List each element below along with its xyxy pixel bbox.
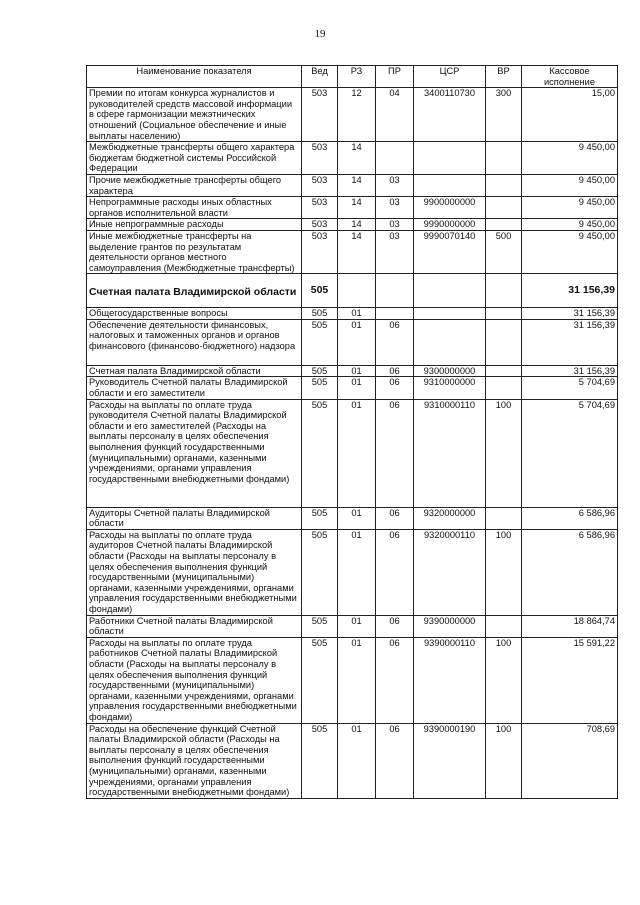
row-rz: 01: [338, 507, 376, 529]
header-pr: ПР: [376, 66, 414, 88]
table-row: [87, 319, 618, 365]
row-name: Расходы на выплаты по оплате труда аудиторов Счетной палаты Владимирской области (Расходы на выплаты персоналу в целях обеспечения выполнения функций государственными (муниципальными) органами, казенными учреждениями, органами управления государственными внебюджетными фондами): [87, 529, 302, 615]
row-amount: 9 450,00: [522, 197, 618, 219]
row-rz: 01: [338, 377, 376, 399]
row-amount: 31 156,39: [522, 308, 618, 320]
row-pr: 06: [376, 529, 414, 615]
table-row: [87, 219, 618, 231]
row-ved: 505: [302, 615, 338, 637]
row-vr: [486, 308, 522, 320]
row-ved: 503: [302, 142, 338, 175]
row-rz: 01: [338, 529, 376, 615]
row-ved: 505: [302, 507, 338, 529]
row-csr: 9320000000: [414, 507, 486, 529]
header-amount: Кассовое исполнение: [522, 66, 618, 88]
row-name: Расходы на обеспечение функций Счетной палаты Владимирской области (Расходы на выплаты персоналу в целях обеспечения выполнения функций государственными (муниципальными) органами, казенными учреждениями, органами управления государственными внебюджетными фондами): [87, 723, 302, 798]
header-name: Наименование показателя: [87, 66, 302, 88]
row-vr: [486, 507, 522, 529]
row-pr: 06: [376, 319, 414, 365]
table-row: [87, 174, 618, 196]
row-amount: 9 450,00: [522, 142, 618, 175]
row-rz: 01: [338, 723, 376, 798]
row-csr: [414, 319, 486, 365]
row-vr: [486, 174, 522, 196]
row-pr: [376, 142, 414, 175]
row-vr: 100: [486, 399, 522, 507]
row-pr: [376, 308, 414, 320]
row-pr: 06: [376, 615, 414, 637]
row-pr: 03: [376, 197, 414, 219]
row-amount: 9 450,00: [522, 219, 618, 231]
row-vr: [486, 615, 522, 637]
row-rz: 14: [338, 219, 376, 231]
row-name: Работники Счетной палаты Владимирской области: [87, 615, 302, 637]
row-amount: 31 156,39: [522, 365, 618, 377]
row-ved: 503: [302, 230, 338, 273]
row-vr: [486, 319, 522, 365]
row-amount: 5 704,69: [522, 377, 618, 399]
table-row: [87, 377, 618, 399]
header-csr: ЦСР: [414, 66, 486, 88]
row-vr: [486, 219, 522, 231]
row-pr: 06: [376, 377, 414, 399]
row-csr: 3400110730: [414, 88, 486, 142]
row-csr: 9310000110: [414, 399, 486, 507]
row-amount: 15 591,22: [522, 637, 618, 723]
row-pr: 03: [376, 219, 414, 231]
row-csr: [414, 174, 486, 196]
row-name: Премии по итогам конкурса журналистов и руководителей средств массовой информации в сфере гармонизации межэтнических отношений (Социальное обеспечение и иные выплаты населению): [87, 88, 302, 142]
row-amount: 9 450,00: [522, 230, 618, 273]
budget-execution-table: [86, 65, 618, 799]
row-csr: [414, 308, 486, 320]
row-name: Межбюджетные трансферты общего характера бюджетам бюджетной системы Российской Федерации: [87, 142, 302, 175]
row-vr: [486, 365, 522, 377]
row-name: Иные непрограммные расходы: [87, 219, 302, 231]
header-rz: РЗ: [338, 66, 376, 88]
row-rz: 14: [338, 230, 376, 273]
table-row: [87, 529, 618, 615]
row-name: Счетная палата Владимирской области: [87, 365, 302, 377]
row-ved: 505: [302, 723, 338, 798]
row-pr: 06: [376, 637, 414, 723]
row-amount: 9 450,00: [522, 174, 618, 196]
row-csr: [414, 274, 486, 308]
table-row: [87, 308, 618, 320]
row-pr: 03: [376, 174, 414, 196]
row-pr: 06: [376, 723, 414, 798]
row-ved: 505: [302, 319, 338, 365]
page-number: 19: [314, 28, 326, 40]
row-amount: 5 704,69: [522, 399, 618, 507]
row-name: Иные межбюджетные трансферты на выделение грантов по результатам деятельности органов местного самоуправления (Межбюджетные трансферты): [87, 230, 302, 273]
row-vr: [486, 142, 522, 175]
row-name: Счетная палата Владимирской области: [87, 274, 302, 308]
table-row: [87, 615, 618, 637]
row-csr: 9990070140: [414, 230, 486, 273]
row-rz: 12: [338, 88, 376, 142]
row-ved: 505: [302, 377, 338, 399]
row-vr: [486, 197, 522, 219]
row-name: Непрограммные расходы иных областных органов исполнительной власти: [87, 197, 302, 219]
row-rz: 01: [338, 637, 376, 723]
row-vr: 300: [486, 88, 522, 142]
row-ved: 505: [302, 365, 338, 377]
row-csr: 9300000000: [414, 365, 486, 377]
row-amount: 31 156,39: [522, 274, 618, 308]
row-pr: 06: [376, 365, 414, 377]
row-pr: 04: [376, 88, 414, 142]
table-header-row: [87, 66, 618, 88]
row-pr: 06: [376, 399, 414, 507]
row-pr: 03: [376, 230, 414, 273]
table-row: [87, 230, 618, 273]
table-row: [87, 399, 618, 507]
row-rz: 14: [338, 142, 376, 175]
row-ved: 505: [302, 308, 338, 320]
row-name: Аудиторы Счетной палаты Владимирской области: [87, 507, 302, 529]
row-amount: 15,00: [522, 88, 618, 142]
row-rz: 01: [338, 319, 376, 365]
row-vr: [486, 274, 522, 308]
row-name: Руководитель Счетной палаты Владимирской области и его заместители: [87, 377, 302, 399]
table-row-section: [87, 274, 618, 308]
row-amount: 31 156,39: [522, 319, 618, 365]
row-name: Расходы на выплаты по оплате труда работников Счетной палаты Владимирской области (Расходы на выплаты персоналу в целях обеспечения выполнения функций государственными (муниципальными) органами, казенными учреждениями, органами управления государственными внебюджетными фондами): [87, 637, 302, 723]
row-csr: 9390000000: [414, 615, 486, 637]
table-row: [87, 142, 618, 175]
row-rz: 01: [338, 365, 376, 377]
row-ved: 505: [302, 399, 338, 507]
row-csr: 9310000000: [414, 377, 486, 399]
row-name: Прочие межбюджетные трансферты общего характера: [87, 174, 302, 196]
row-vr: 100: [486, 637, 522, 723]
header-vr: ВР: [486, 66, 522, 88]
table-row: [87, 723, 618, 798]
row-vr: [486, 377, 522, 399]
row-name: Обеспечение деятельности финансовых, налоговых и таможенных органов и органов финансового (финансово-бюджетного) надзора: [87, 319, 302, 365]
row-csr: [414, 142, 486, 175]
row-amount: 18 864,74: [522, 615, 618, 637]
table-row: [87, 637, 618, 723]
row-pr: 06: [376, 507, 414, 529]
header-ved: Вед: [302, 66, 338, 88]
row-rz: 01: [338, 308, 376, 320]
row-rz: [338, 274, 376, 308]
row-vr: 500: [486, 230, 522, 273]
row-ved: 505: [302, 529, 338, 615]
row-amount: 6 586,96: [522, 529, 618, 615]
row-ved: 503: [302, 219, 338, 231]
table-row: [87, 88, 618, 142]
table-row: [87, 507, 618, 529]
row-csr: 9900000000: [414, 197, 486, 219]
table-row: [87, 197, 618, 219]
row-ved: 505: [302, 274, 338, 308]
row-rz: 01: [338, 399, 376, 507]
row-csr: 9990000000: [414, 219, 486, 231]
row-name: Общегосударственные вопросы: [87, 308, 302, 320]
row-rz: 01: [338, 615, 376, 637]
row-ved: 503: [302, 197, 338, 219]
row-csr: 9390000190: [414, 723, 486, 798]
row-ved: 503: [302, 174, 338, 196]
row-csr: 9320000110: [414, 529, 486, 615]
row-csr: 9390000110: [414, 637, 486, 723]
row-rz: 14: [338, 197, 376, 219]
table-row: [87, 365, 618, 377]
row-vr: 100: [486, 723, 522, 798]
row-ved: 505: [302, 637, 338, 723]
row-ved: 503: [302, 88, 338, 142]
row-amount: 6 586,96: [522, 507, 618, 529]
row-amount: 708,69: [522, 723, 618, 798]
row-rz: 14: [338, 174, 376, 196]
row-name: Расходы на выплаты по оплате труда руководителя Счетной палаты Владимирской области и его заместителей (Расходы на выплаты персоналу в целях обеспечения выполнения функций государственными (муниципальными) органами, казенными учреждениями, органами управления государственными внебюджетными фондами): [87, 399, 302, 507]
row-vr: 100: [486, 529, 522, 615]
row-pr: [376, 274, 414, 308]
